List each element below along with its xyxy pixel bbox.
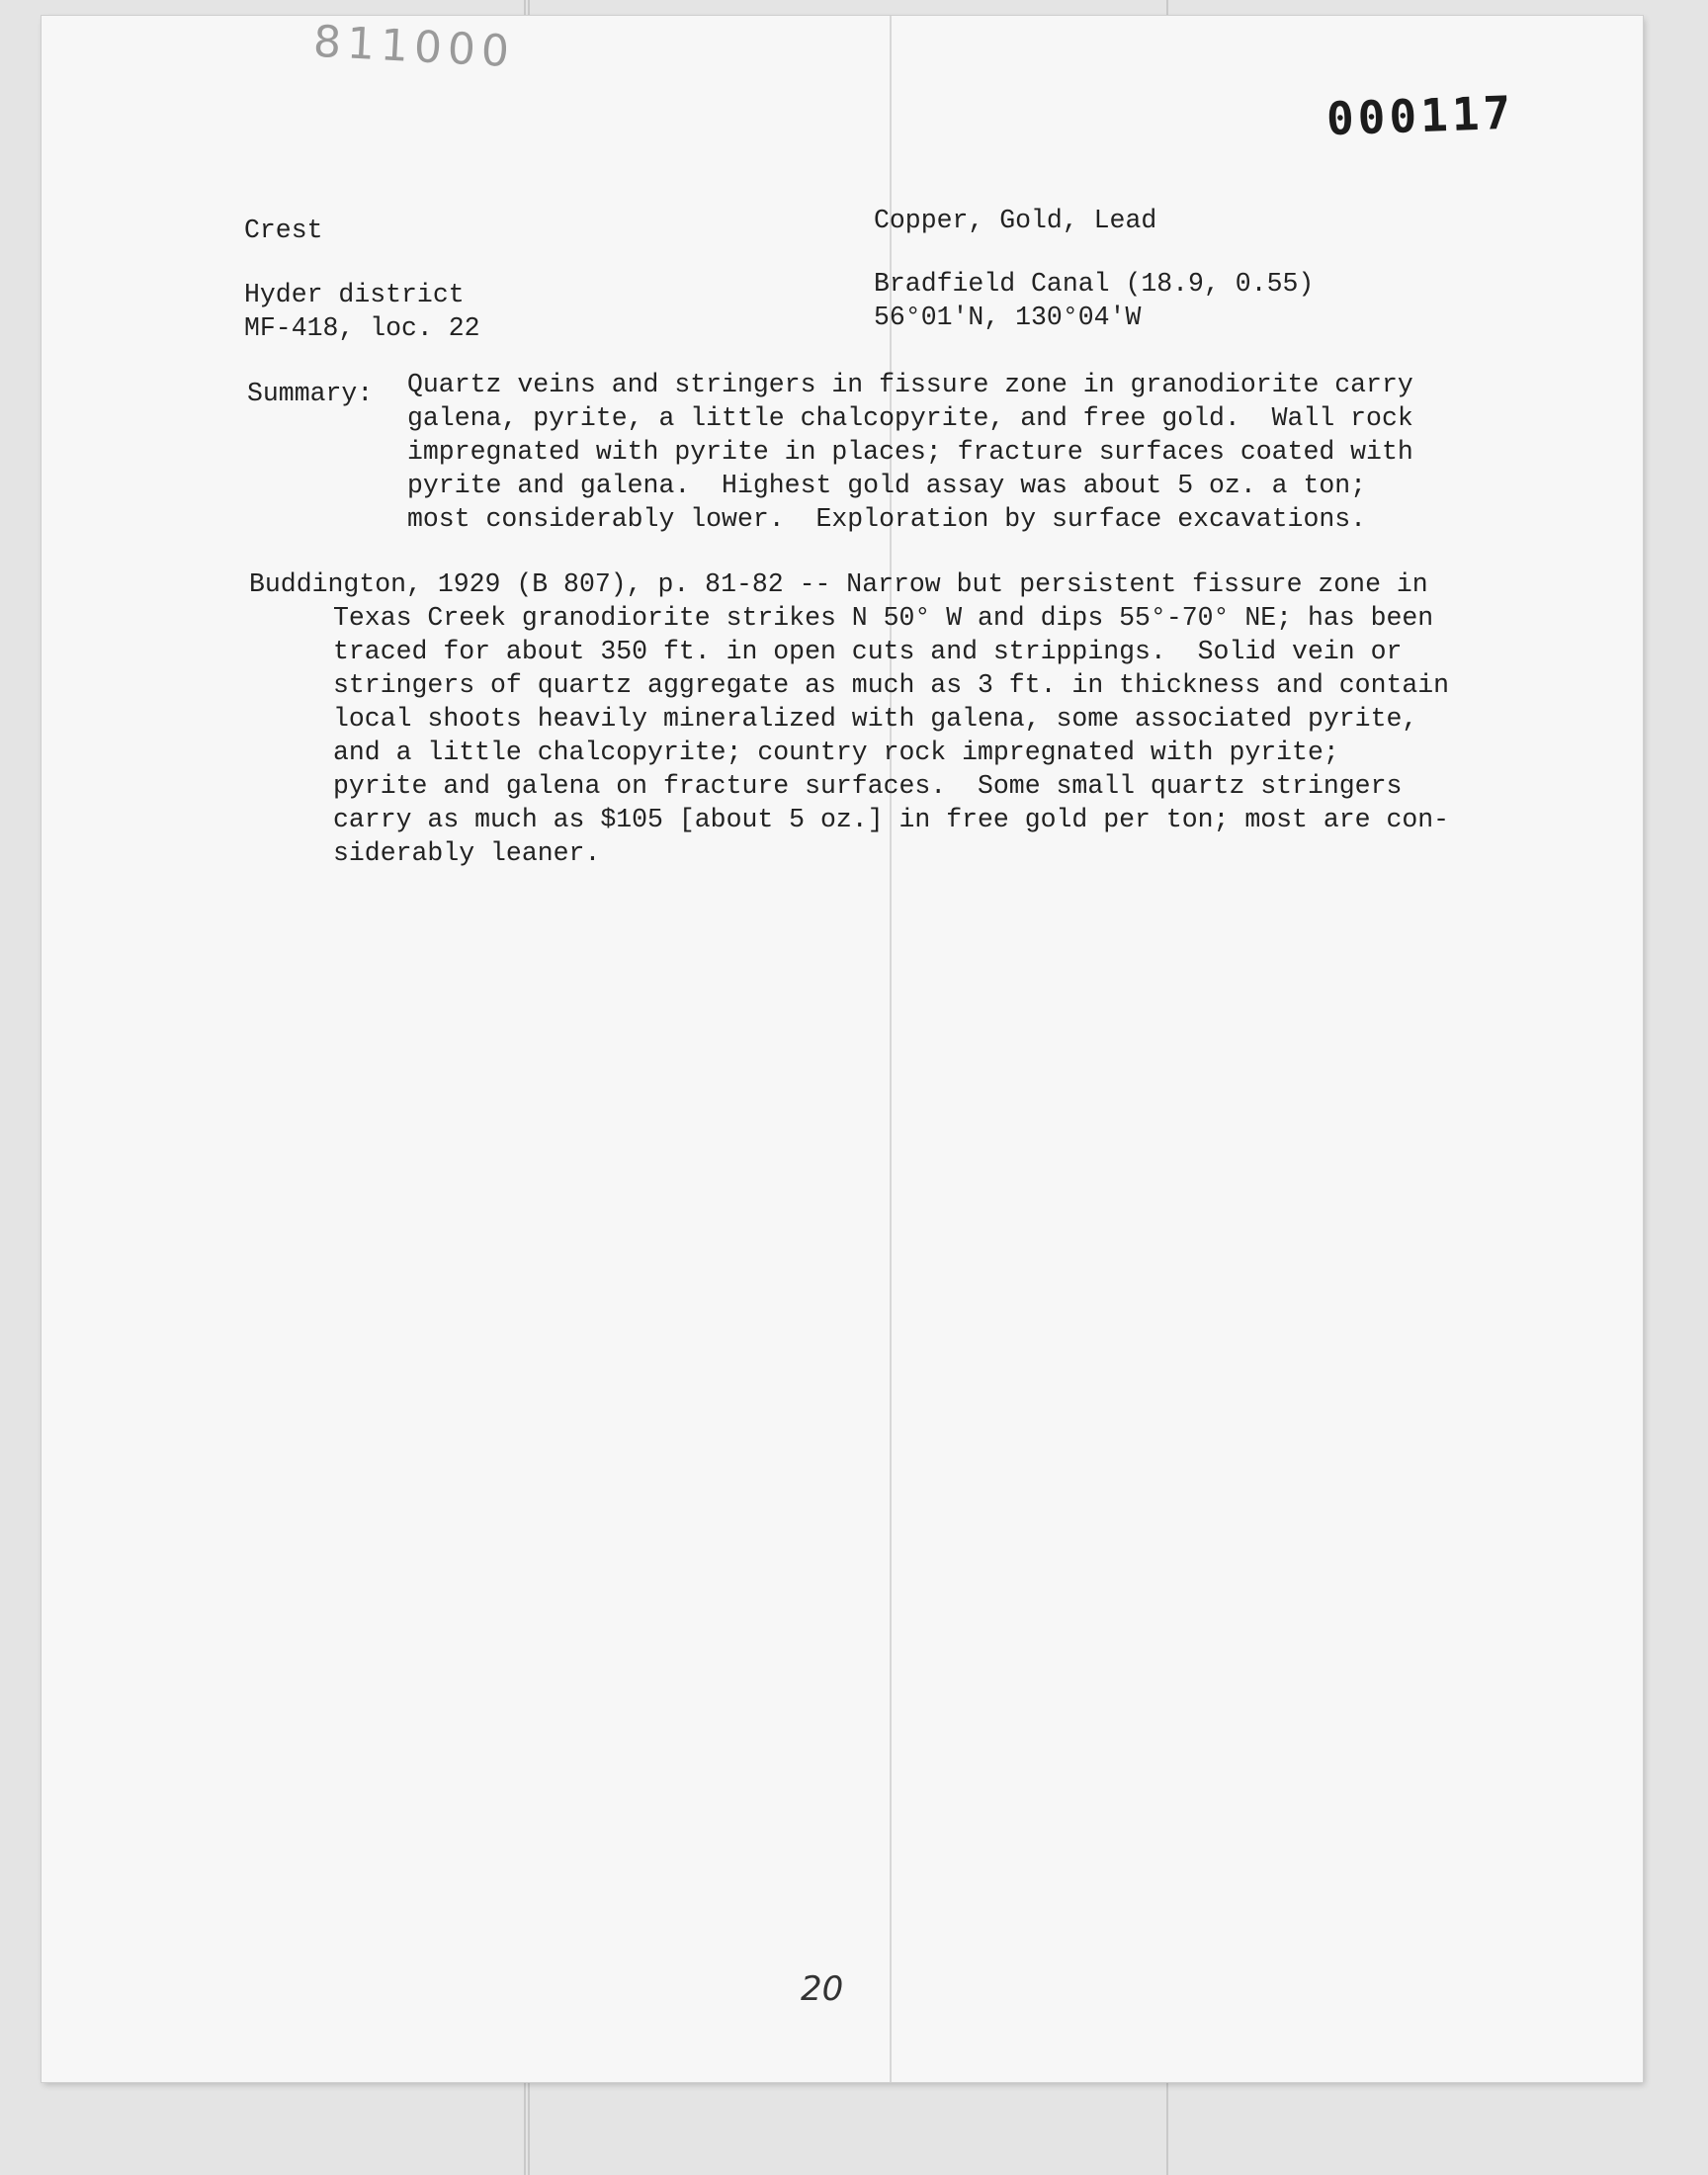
stamp-number: 000117	[1325, 85, 1516, 146]
summary-line: Quartz veins and stringers in fissure zone in granodiorite carry	[407, 370, 1413, 399]
reference-line: Buddington, 1929 (B 807), p. 81-82 -- Narrow but persistent fissure zone in	[249, 569, 1428, 599]
commodities: Copper, Gold, Lead	[874, 206, 1157, 235]
reference-line: carry as much as $105 [about 5 oz.] in free gold per ton; most are con-	[333, 805, 1450, 834]
reference-line: traced for about 350 ft. in open cuts and strippings. Solid vein or	[333, 637, 1403, 666]
district: Hyder district	[244, 280, 465, 309]
reference-line: siderably leaner.	[333, 838, 601, 868]
document-page	[42, 16, 1643, 2082]
property-name: Crest	[244, 216, 323, 245]
reference-line: pyrite and galena on fracture surfaces. Some small quartz stringers	[333, 771, 1403, 801]
reference-line: Texas Creek granodiorite strikes N 50° W and dips 55°-70° NE; has been	[333, 603, 1434, 633]
summary-line: most considerably lower. Exploration by surface excavations.	[407, 504, 1367, 534]
page-number: 20	[801, 1969, 844, 2009]
map-reference: MF-418, loc. 22	[244, 313, 480, 343]
coordinates: 56°01'N, 130°04'W	[874, 303, 1142, 332]
summary-line: pyrite and galena. Highest gold assay was about 5 oz. a ton;	[407, 471, 1367, 500]
handwritten-number: 811000	[311, 16, 517, 78]
reference-line: stringers of quartz aggregate as much as 3 ft. in thickness and contain	[333, 670, 1450, 700]
summary-line: galena, pyrite, a little chalcopyrite, and free gold. Wall rock	[407, 403, 1413, 433]
reference-line: local shoots heavily mineralized with galena, some associated pyrite,	[333, 704, 1418, 734]
reference-line: and a little chalcopyrite; country rock impregnated with pyrite;	[333, 738, 1339, 767]
summary-line: impregnated with pyrite in places; fracture surfaces coated with	[407, 437, 1413, 467]
quadrangle: Bradfield Canal (18.9, 0.55)	[874, 269, 1315, 299]
summary-label: Summary:	[247, 379, 374, 408]
